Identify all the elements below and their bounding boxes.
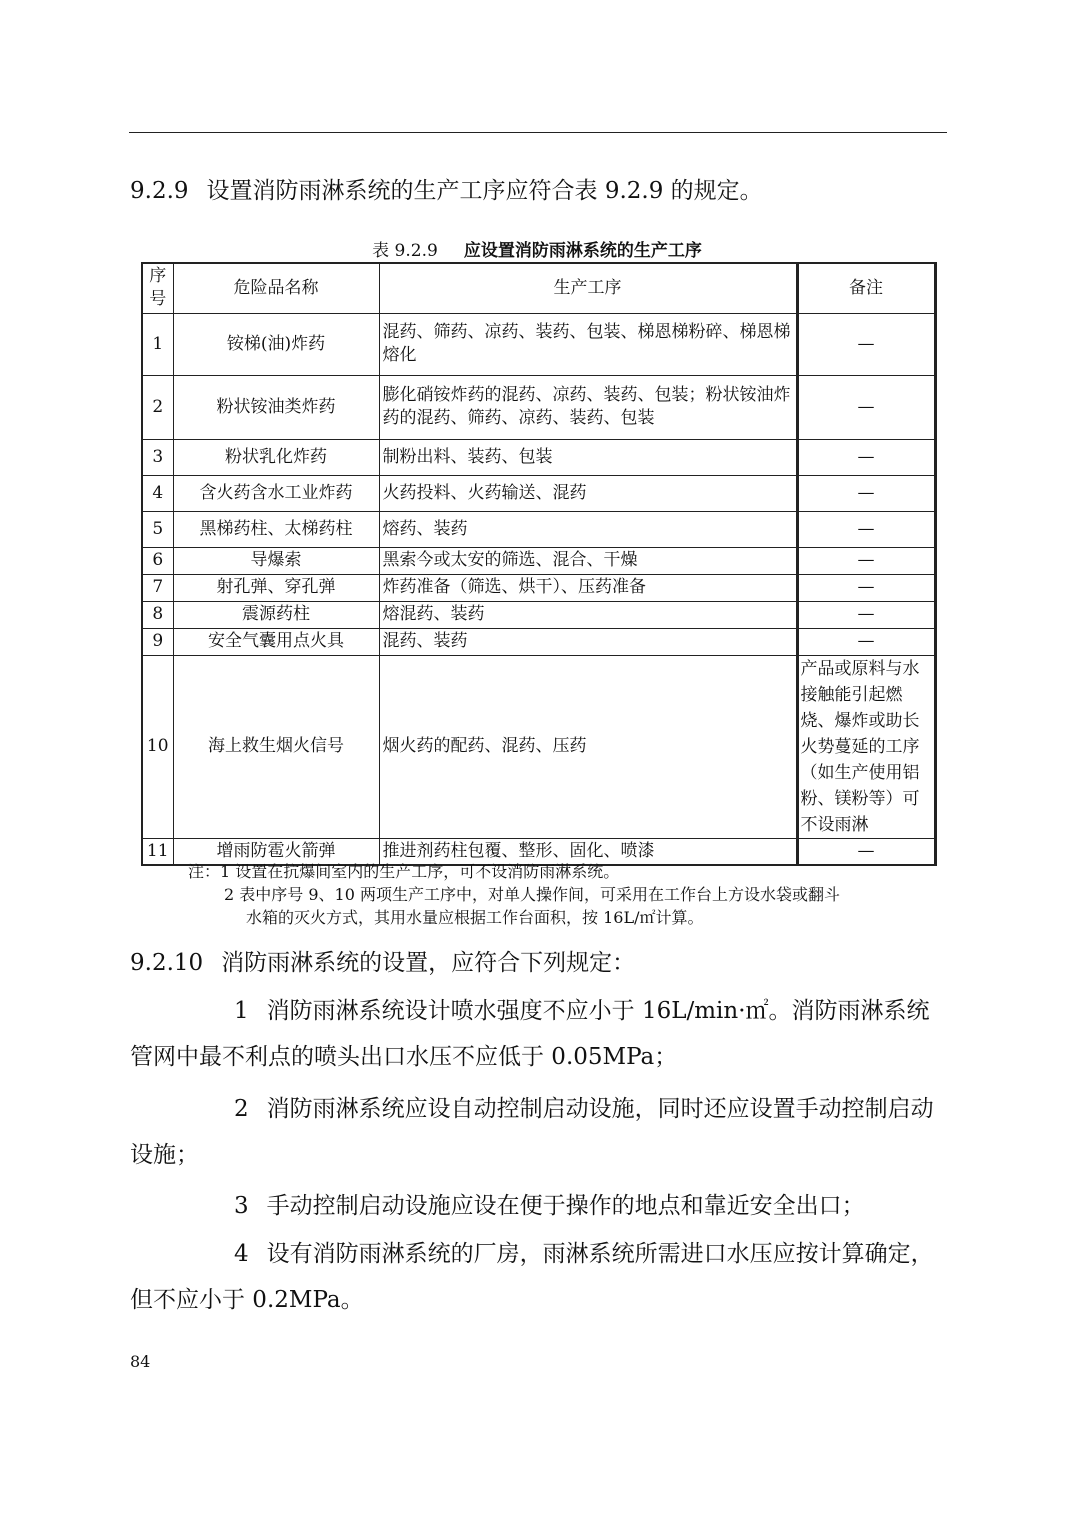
item-text-continued: 设施； xyxy=(130,1142,199,1168)
clause-9-2-9 xyxy=(130,176,763,206)
row-process: 制粉出料、装药、包装 xyxy=(379,439,797,475)
row-no: 10 xyxy=(142,655,173,838)
table-row xyxy=(142,375,935,439)
row-note: — xyxy=(797,439,935,475)
row-no: 7 xyxy=(142,574,173,601)
row-no: 1 xyxy=(142,313,173,375)
row-name: 射孔弹、穿孔弹 xyxy=(173,574,379,601)
row-no: 4 xyxy=(142,475,173,511)
row-note: — xyxy=(797,475,935,511)
row-note: — xyxy=(797,601,935,628)
row-no: 3 xyxy=(142,439,173,475)
table-caption xyxy=(0,236,1074,261)
table-note-2: 2 表中序号 9、10 两项生产工序中，对单人操作间，可采用在工作台上方设水袋或翻斗 xyxy=(224,885,840,904)
row-no: 8 xyxy=(142,601,173,628)
row-name: 安全气囊用点火具 xyxy=(173,628,379,655)
item-text-continued: 但不应小于 0.2MPa。 xyxy=(130,1287,364,1313)
header-no: 序号 xyxy=(142,263,173,313)
header-rule xyxy=(129,132,947,133)
item-number: 1 xyxy=(234,998,249,1024)
header-note: 备注 xyxy=(797,263,935,313)
row-note: — xyxy=(797,838,935,865)
row-process: 火药投料、火药输送、混药 xyxy=(379,475,797,511)
row-no: 5 xyxy=(142,511,173,547)
row-name: 震源药柱 xyxy=(173,601,379,628)
row-name: 增雨防雹火箭弹 xyxy=(173,838,379,865)
row-name: 粉状铵油类炸药 xyxy=(173,375,379,439)
item-text: 消防雨淋系统设计喷水强度不应小于 16L/min·㎡。消防雨淋系统 xyxy=(266,998,930,1024)
row-note: — xyxy=(797,313,935,375)
clause-number: 9.2.10 xyxy=(130,950,204,976)
table-row xyxy=(142,655,935,838)
table-row xyxy=(142,511,935,547)
table-row xyxy=(142,313,935,375)
table-caption-title: 应设置消防雨淋系统的生产工序 xyxy=(463,241,702,261)
list-item xyxy=(130,988,945,1080)
header-process: 生产工序 xyxy=(379,263,797,313)
table-header-row xyxy=(142,263,935,313)
item-number: 4 xyxy=(234,1241,249,1267)
row-note: — xyxy=(797,547,935,574)
clause-text: 设置消防雨淋系统的生产工序应符合表 9.2.9 的规定。 xyxy=(206,178,763,204)
table-caption-number: 表 9.2.9 xyxy=(372,241,438,261)
table-row xyxy=(142,547,935,574)
list-item xyxy=(130,1231,945,1323)
item-text: 设有消防雨淋系统的厂房，雨淋系统所需进口水压应按计算确定， xyxy=(266,1241,934,1267)
row-note: 产品或原料与水接触能引起燃烧、爆炸或助长火势蔓延的工序（如生产使用铝粉、镁粉等）可不设雨淋 xyxy=(797,655,935,838)
row-note: — xyxy=(797,511,935,547)
row-process: 熔混药、装药 xyxy=(379,601,797,628)
row-name: 海上救生烟火信号 xyxy=(173,655,379,838)
row-name: 铵梯(油)炸药 xyxy=(173,313,379,375)
header-name: 危险品名称 xyxy=(173,263,379,313)
row-name: 黑梯药柱、太梯药柱 xyxy=(173,511,379,547)
table-note-2-continued: 水箱的灭火方式，其用水量应根据工作台面积，按 16L/㎡计算。 xyxy=(246,908,704,927)
row-process: 混药、装药 xyxy=(379,628,797,655)
table-row xyxy=(142,475,935,511)
row-process: 黑索今或太安的筛选、混合、干燥 xyxy=(379,547,797,574)
clause-text: 消防雨淋系统的设置，应符合下列规定： xyxy=(221,950,636,976)
table-note-1: 注：1 设置在抗爆间室内的生产工序，可不设消防雨淋系统。 xyxy=(188,862,620,881)
row-no: 2 xyxy=(142,375,173,439)
row-process: 炸药准备（筛选、烘干）、压药准备 xyxy=(379,574,797,601)
row-no: 9 xyxy=(142,628,173,655)
item-text: 手动控制启动设施应设在便于操作的地点和靠近安全出口； xyxy=(266,1193,865,1219)
row-name: 导爆索 xyxy=(173,547,379,574)
clause-number: 9.2.9 xyxy=(130,178,189,204)
row-name: 含火药含水工业炸药 xyxy=(173,475,379,511)
clause-9-2-10 xyxy=(130,948,635,978)
table-row xyxy=(142,628,935,655)
row-note: — xyxy=(797,628,935,655)
page-number: 84 xyxy=(130,1352,151,1371)
row-process: 膨化硝铵炸药的混药、凉药、装药、包装；粉状铵油炸药的混药、筛药、凉药、装药、包装 xyxy=(379,375,797,439)
row-process: 熔药、装药 xyxy=(379,511,797,547)
list-item xyxy=(130,1086,945,1178)
row-note: — xyxy=(797,375,935,439)
process-table xyxy=(141,262,937,866)
table-row xyxy=(142,439,935,475)
row-note: — xyxy=(797,574,935,601)
row-no: 6 xyxy=(142,547,173,574)
table-row xyxy=(142,574,935,601)
row-name: 粉状乳化炸药 xyxy=(173,439,379,475)
row-no: 11 xyxy=(142,838,173,865)
item-number: 3 xyxy=(234,1193,249,1219)
table-notes xyxy=(188,860,948,929)
row-process: 烟火药的配药、混药、压药 xyxy=(379,655,797,838)
row-process: 混药、筛药、凉药、装药、包装、梯恩梯粉碎、梯恩梯熔化 xyxy=(379,313,797,375)
list-item xyxy=(130,1183,945,1229)
table-row xyxy=(142,601,935,628)
item-text-continued: 管网中最不利点的喷头出口水压不应低于 0.05MPa； xyxy=(130,1044,678,1070)
item-text: 消防雨淋系统应设自动控制启动设施，同时还应设置手动控制启动 xyxy=(266,1096,934,1122)
row-process: 推进剂药柱包覆、整形、固化、喷漆 xyxy=(379,838,797,865)
item-number: 2 xyxy=(234,1096,249,1122)
